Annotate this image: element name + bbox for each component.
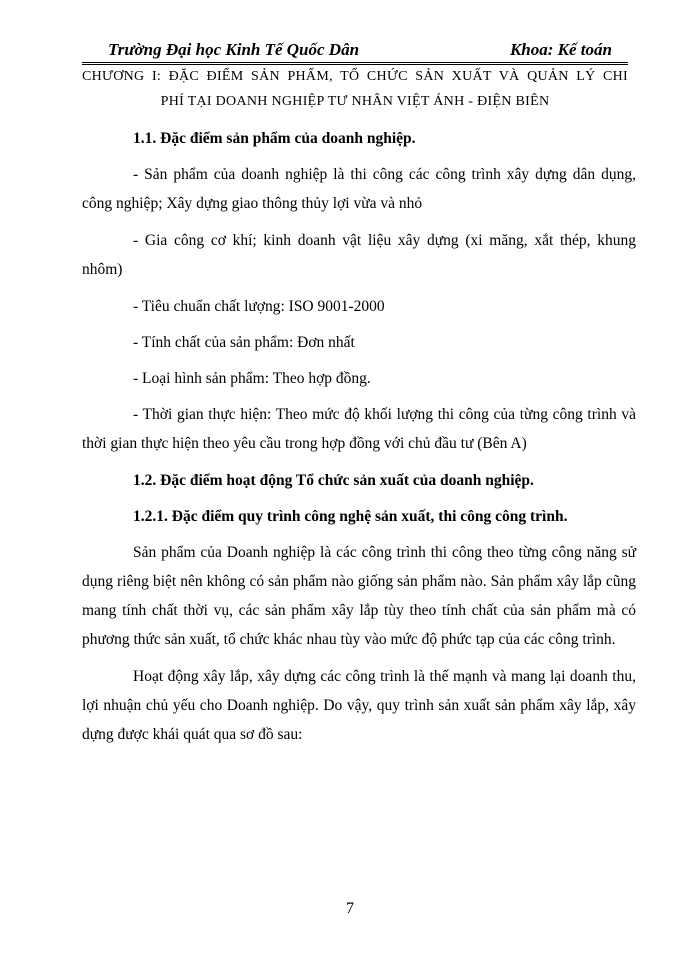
document-body xyxy=(82,124,636,757)
section-heading-1-2: 1.2. Đặc điểm hoạt động Tổ chức sản xuất của doanh nghiệp. xyxy=(133,472,534,489)
header-school: Trường Đại học Kinh Tế Quốc Dân xyxy=(108,40,360,59)
page-header xyxy=(82,38,628,65)
chapter-title xyxy=(82,64,628,114)
paragraph-product: - Sản phẩm của doanh nghiệp là thi công các công trình xây dựng dân dụng, công nghiệp; Xây dựng giao thông thủy lợi vừa và nhỏ xyxy=(82,166,636,212)
paragraph-processing: - Gia công cơ khí; kinh doanh vật liệu xây dựng (xi măng, xắt thép, khung nhôm) xyxy=(82,232,636,278)
section-heading-1-1: 1.1. Đặc điểm sản phẩm của doanh nghiệp. xyxy=(133,130,416,147)
section-heading-1-2-1: 1.2.1. Đặc điểm quy trình công nghệ sản xuất, thi công công trình. xyxy=(133,508,568,525)
page-number: 7 xyxy=(346,900,354,917)
chapter-title-line-1: CHƯƠNG I: ĐẶC ĐIỂM SẢN PHẨM, TỔ CHỨC SẢN XUẤT VÀ QUẢN LÝ CHI xyxy=(82,69,628,84)
paragraph-construction-activity: Hoạt động xây lắp, xây dựng các công trình là thế mạnh và mang lại doanh thu, lợi nhuận chủ yếu cho Doanh nghiệp. Do vậy, quy trình sản xuất sản phẩm xây lắp, xây dựng được khái quát qua sơ đồ sau: xyxy=(82,668,636,743)
header-faculty: Khoa: Kế toán xyxy=(509,40,612,59)
paragraph-quality-standard: - Tiêu chuẩn chất lượng: ISO 9001-2000 xyxy=(133,298,385,315)
paragraph-product-nature: - Tính chất của sản phẩm: Đơn nhất xyxy=(133,334,355,351)
paragraph-product-type: - Loại hình sản phẩm: Theo hợp đồng. xyxy=(133,370,371,387)
paragraph-product-characteristics: Sản phẩm của Doanh nghiệp là các công trình thi công theo từng công năng sử dụng riêng biệt nên không có sản phẩm nào giống sản phẩm nào. Sản phẩm xây lắp cũng mang tính chất thời vụ, các sản phẩm xây lắp tùy theo tính chất của sản phẩm mà có phương thức sản xuất, tổ chức khác nhau tùy vào mức độ phức tạp của các công trình. xyxy=(82,544,636,648)
paragraph-execution-time: - Thời gian thực hiện: Theo mức độ khối lượng thi công của từng công trình và thời gian thực hiện theo yêu cầu trong hợp đồng với chủ đầu tư (Bên A) xyxy=(82,406,636,452)
chapter-title-line-2: PHÍ TẠI DOANH NGHIỆP TƯ NHÂN VIỆT ÁNH - ĐIỆN BIÊN xyxy=(160,94,550,109)
